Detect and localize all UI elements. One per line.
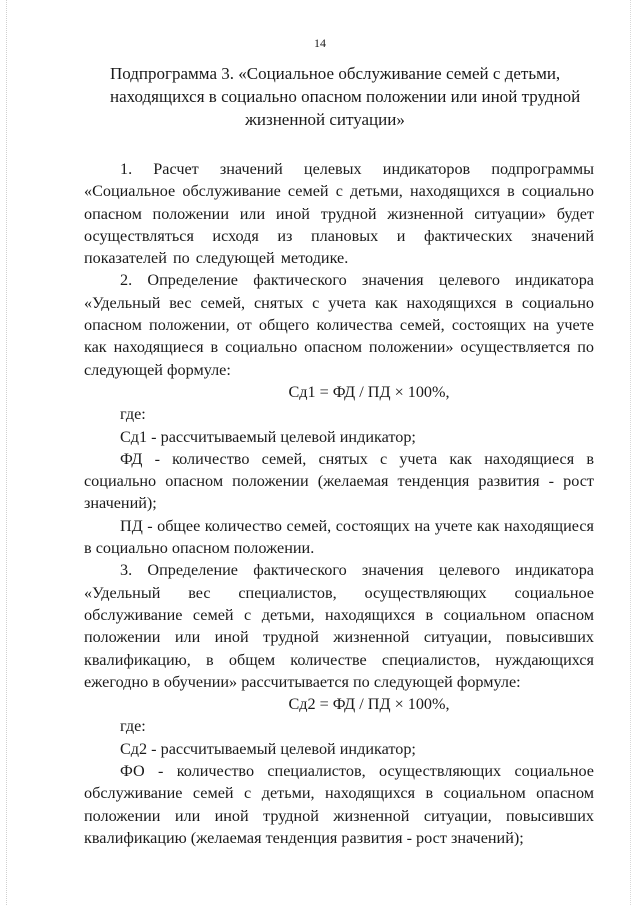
definition-sd2: Сд2 - рассчитываемый целевой индикатор; bbox=[120, 739, 416, 758]
paragraph-1: 1. Расчет значений целевых индикаторов подпрограммы «Социальное обслуживание семей с детьми, находящихся в социально опасном положении или иной трудной жизненной ситуации» будет осуществляться исходя из плановых и фактических значений показателей по следующей методике. bbox=[84, 160, 594, 268]
title-line-3: жизненной ситуации» bbox=[245, 110, 405, 129]
title-line-2: находящихся в социально опасном положении или иной трудной bbox=[110, 87, 581, 106]
definition-fd: ФД - количество семей, снятых с учета как находящиеся в социально опасном положении (желаемая тенденция развития - рост значений); bbox=[84, 449, 594, 513]
scan-edge-right bbox=[630, 0, 632, 905]
title-line-1: Подпрограмма 3. «Социальное обслуживание семей с детьми, bbox=[110, 64, 561, 83]
paragraph-2: 2. Определение фактического значения целевого индикатора «Удельный вес семей, снятых с учета как находящихся в социально опасном положении, от общего количества семей, состоящих на учете как находящиеся в социально опасном положении» осуществляется по следующей формуле: bbox=[84, 271, 594, 379]
formula-2: Сд2 = ФД / ПД × 100%, bbox=[288, 695, 450, 714]
definition-pd: ПД - общее количество семей, состоящих на учете как находящиеся в социально опасном положении. bbox=[84, 516, 594, 558]
where-label-2: где: bbox=[120, 717, 146, 736]
document-body bbox=[84, 158, 594, 849]
definition-sd1: Сд1 - рассчитываемый целевой индикатор; bbox=[120, 427, 416, 446]
page-title bbox=[110, 62, 581, 131]
formula-1: Сд1 = ФД / ПД × 100%, bbox=[288, 382, 450, 401]
page-number: 14 bbox=[314, 36, 326, 50]
where-label-1: где: bbox=[120, 405, 146, 424]
definition-fo: ФО - количество специалистов, осуществляющих социальное обслуживание семей с детьми, находящихся в социальном опасном положении или иной трудной жизненной ситуации, повысивших квалификацию (желаемая тенденция развития - рост значений); bbox=[84, 762, 594, 847]
paragraph-3: 3. Определение фактического значения целевого индикатора «Удельный вес специалистов, осуществляющих социальное обслуживание семей с детьми, находящихся в социальном опасном положении или иной трудной жизненной ситуации, повысивших квалификацию, в общем количестве специалистов, нуждающихся ежегодно в обучении» рассчитывается по следующей формуле: bbox=[84, 561, 594, 691]
scan-edge-left bbox=[6, 0, 8, 905]
